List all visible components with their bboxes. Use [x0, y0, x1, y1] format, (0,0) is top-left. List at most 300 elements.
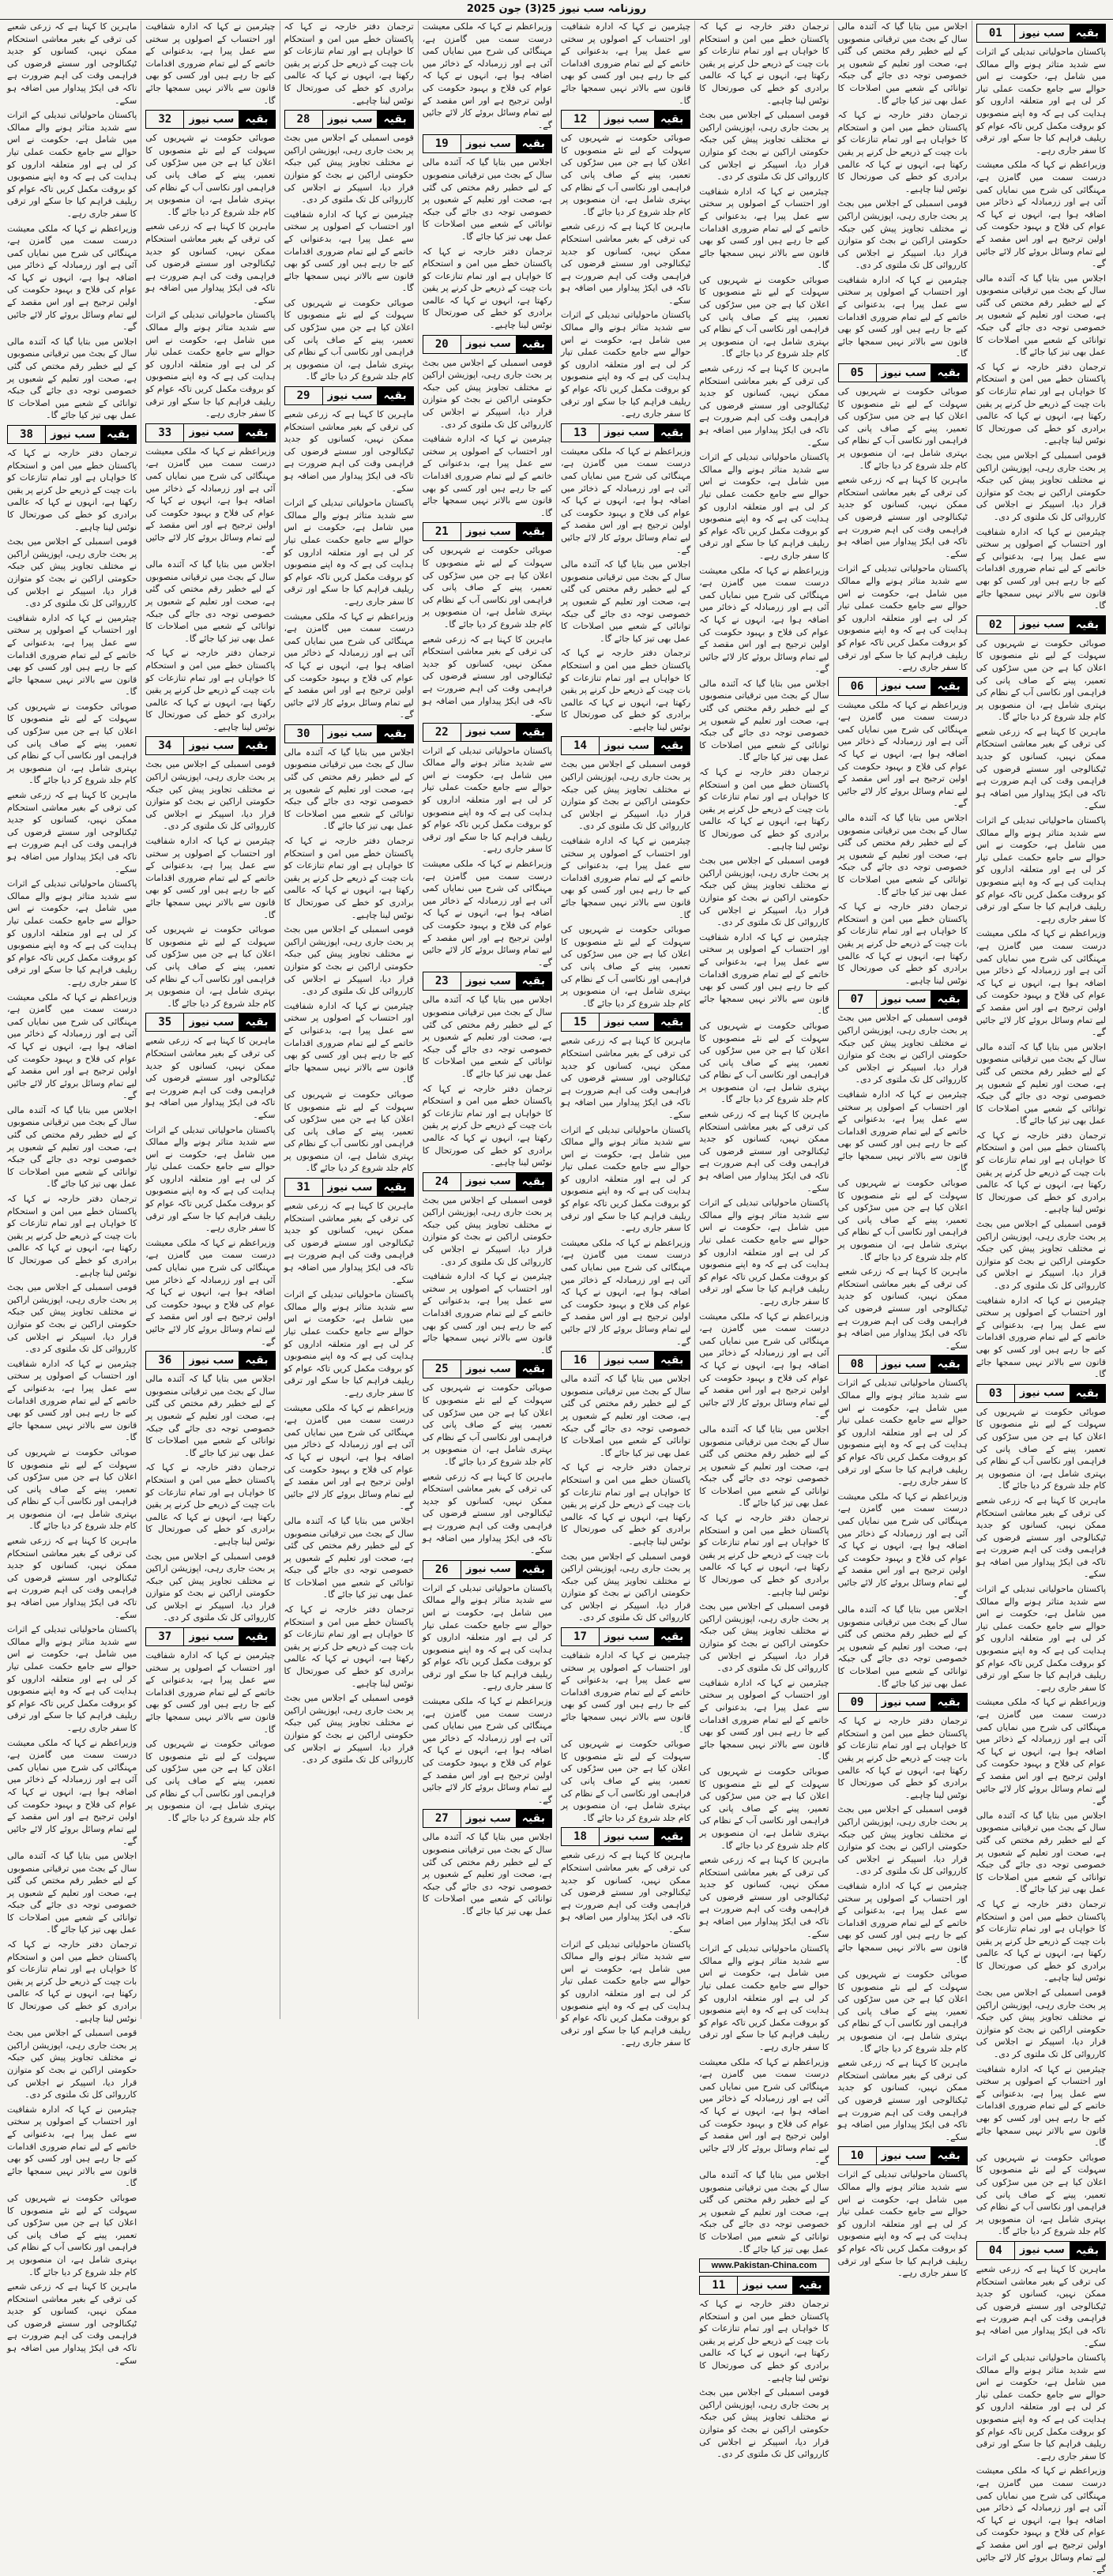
article-paragraph: اجلاس میں بتایا گیا کہ آئندہ مالی سال کے بجٹ میں ترقیاتی منصوبوں کے لیے خطیر رقم مختص کی گئی ہے، صحت اور تعلیم کے شعبوں پر خصوصی توجہ دی جائے گی جبکہ توانائی کے شعبے میں اصلاحات کا عمل بھی تیز کیا جائے گا۔ — [699, 678, 829, 763]
header-sub: سب نیوز — [327, 1181, 373, 1194]
header-sub: سب نیوز — [604, 1016, 649, 1029]
article-paragraph: ترجمان دفتر خارجہ نے کہا کہ پاکستان خطے میں امن و استحکام کا خواہاں ہے اور تمام تنازعات کو بات چیت کے ذریعے حل کرنے پر یقین رکھتا ہے، انہوں نے کہا کہ عالمی برادری کو خطے کی صورتحال کا نوٹس لینا چاہیے۔ — [837, 110, 968, 194]
article-paragraph: وزیراعظم نے کہا کہ ملکی معیشت درست سمت میں گامزن ہے، مہنگائی کی شرح میں نمایاں کمی آئی ہے اور زرمبادلہ کے ذخائر میں اضافہ ہوا ہے، انہوں نے کہا کہ عوام کی فلاح و بہبود حکومت کی اولین ترجیح ہے اور اس مقصد کے لیے تمام وسائل بروئے کار لائے جائیں گے۔ — [976, 160, 1106, 269]
header-number: 04 — [977, 2242, 1015, 2259]
article-paragraph: وزیراعظم نے کہا کہ ملکی معیشت درست سمت میں گامزن ہے، مہنگائی کی شرح میں نمایاں کمی آئی ہے اور زرمبادلہ کے ذخائر میں اضافہ ہوا ہے، انہوں نے کہا کہ عوام کی فلاح و بہبود حکومت کی اولین ترجیح ہے اور اس مقصد کے لیے تمام وسائل بروئے کار لائے جائیں گے۔ — [7, 223, 137, 333]
header-number: 20 — [423, 336, 461, 353]
article-paragraph: قومی اسمبلی کے اجلاس میں بجٹ پر بحث جاری رہی، اپوزیشن اراکین نے مختلف تجاویز پیش کیں جبکہ حکومتی اراکین نے بجٹ کو متوازن قرار دیا، اسپیکر نے اجلاس کی کارروائی کل تک ملتوی کر دی۔ — [422, 1194, 552, 1267]
article-paragraph: اجلاس میں بتایا گیا کہ آئندہ مالی سال کے بجٹ میں ترقیاتی منصوبوں کے لیے خطیر رقم مختص کی گئی ہے، صحت اور تعلیم کے شعبوں پر خصوصی توجہ دی جائے گی جبکہ توانائی کے شعبے میں اصلاحات کا عمل بھی تیز کیا جائے گا۔ — [422, 995, 552, 1079]
continuation-header — [838, 677, 968, 696]
newspaper-page — [3, 21, 1110, 2575]
article-paragraph: اجلاس میں بتایا گیا کہ آئندہ مالی سال کے بجٹ میں ترقیاتی منصوبوں کے لیے خطیر رقم مختص کی گئی ہے، صحت اور تعلیم کے شعبوں پر خصوصی توجہ دی جائے گی جبکہ توانائی کے شعبے میں اصلاحات کا عمل بھی تیز کیا جائے گا۔ — [837, 21, 968, 106]
header-label: بقیہ — [516, 1360, 551, 1378]
article-paragraph: وزیراعظم نے کہا کہ ملکی معیشت درست سمت میں گامزن ہے، مہنگائی کی شرح میں نمایاں کمی آئی ہے اور زرمبادلہ کے ذخائر میں اضافہ ہوا ہے، انہوں نے کہا کہ عوام کی فلاح و بہبود حکومت کی اولین ترجیح ہے اور اس مقصد کے لیے تمام وسائل بروئے کار لائے جائیں گے۔ — [699, 2056, 829, 2166]
article-paragraph: ماہرین کا کہنا ہے کہ زرعی شعبے کی ترقی کے بغیر معاشی استحکام ممکن نہیں، کسانوں کو جدید ٹیکنالوجی اور سستے قرضوں کی فراہمی وقت کی اہم ضرورت ہے تاکہ فی ایکڑ پیداوار میں اضافہ ہو سکے۔ — [837, 2058, 968, 2142]
header-number: 13 — [562, 424, 600, 442]
header-label: بقیہ — [931, 1694, 966, 1711]
article-paragraph: اجلاس میں بتایا گیا کہ آئندہ مالی سال کے بجٹ میں ترقیاتی منصوبوں کے لیے خطیر رقم مختص کی گئی ہے، صحت اور تعلیم کے شعبوں پر خصوصی توجہ دی جائے گی جبکہ توانائی کے شعبے میں اصلاحات کا عمل بھی تیز کیا جائے گا۔ — [284, 746, 414, 832]
article-paragraph: قومی اسمبلی کے اجلاس میں بجٹ پر بحث جاری رہی، اپوزیشن اراکین نے مختلف تجاویز پیش کیں جبکہ حکومتی اراکین نے بجٹ کو متوازن قرار دیا، اسپیکر نے اجلاس کی کارروائی کل تک ملتوی کر دی۔ — [976, 450, 1106, 522]
continuation-header — [284, 1178, 414, 1197]
article-paragraph: صوبائی حکومت نے شہریوں کی سہولت کے لیے نئے منصوبوں کا اعلان کیا ہے جن میں سڑکوں کی تعمیر، پینے کے صاف پانی کی فراہمی اور نکاسی آب کے نظام کی بہتری شامل ہے، ان منصوبوں پر کام جلد شروع کر دیا جائے گا۔ — [976, 1406, 1106, 1491]
article-paragraph: وزیراعظم نے کہا کہ ملکی معیشت درست سمت میں گامزن ہے، مہنگائی کی شرح میں نمایاں کمی آئی ہے اور زرمبادلہ کے ذخائر میں اضافہ ہوا ہے، انہوں نے کہا کہ عوام کی فلاح و بہبود حکومت کی اولین ترجیح ہے اور اس مقصد کے لیے تمام وسائل بروئے کار لائے جائیں گے۔ — [7, 991, 137, 1101]
article-paragraph: چیئرمین نے کہا کہ ادارہ شفافیت اور احتساب کے اصولوں پر سختی سے عمل پیرا ہے، بدعنوانی کے خاتمے کے لیے تمام ضروری اقدامات کیے جا رہے ہیں اور کسی کو بھی قانون سے بالاتر نہیں سمجھا جائے گا۔ — [837, 274, 968, 359]
article-paragraph: صوبائی حکومت نے شہریوں کی سہولت کے لیے نئے منصوبوں کا اعلان کیا ہے جن میں سڑکوں کی تعمیر، پینے کے صاف پانی کی فراہمی اور نکاسی آب کے نظام کی بہتری شامل ہے، ان منصوبوں پر کام جلد شروع کر دیا جائے گا۔ — [7, 1446, 137, 1532]
article-paragraph: وزیراعظم نے کہا کہ ملکی معیشت درست سمت میں گامزن ہے، مہنگائی کی شرح میں نمایاں کمی آئی ہے اور زرمبادلہ کے ذخائر میں اضافہ ہوا ہے، انہوں نے کہا کہ عوام کی فلاح و بہبود حکومت کی اولین ترجیح ہے اور اس مقصد کے لیے تمام وسائل بروئے کار لائے جائیں گے۔ — [7, 1737, 137, 1847]
article-paragraph: چیئرمین نے کہا کہ ادارہ شفافیت اور احتساب کے اصولوں پر سختی سے عمل پیرا ہے، بدعنوانی کے خاتمے کے لیے تمام ضروری اقدامات کیے جا رہے ہیں اور کسی کو بھی قانون سے بالاتر نہیں سمجھا جائے گا۔ — [145, 1650, 276, 1735]
article-paragraph: چیئرمین نے کہا کہ ادارہ شفافیت اور احتساب کے اصولوں پر سختی سے عمل پیرا ہے، بدعنوانی کے خاتمے کے لیے تمام ضروری اقدامات کیے جا رہے ہیں اور کسی کو بھی قانون سے بالاتر نہیں سمجھا جائے گا۔ — [699, 186, 829, 271]
header-sub: سب نیوز — [465, 525, 511, 538]
article-paragraph: ماہرین کا کہنا ہے کہ زرعی شعبے کی ترقی کے بغیر معاشی استحکام ممکن نہیں، کسانوں کو جدید ٹیکنالوجی اور سستے قرضوں کی فراہمی وقت کی اہم ضرورت ہے تاکہ فی ایکڑ پیداوار میں اضافہ ہو سکے۔ — [976, 1495, 1106, 1580]
header-label: بقیہ — [931, 991, 966, 1008]
header-number: 07 — [839, 991, 877, 1008]
header-label: بقیہ — [239, 424, 274, 442]
article-paragraph: اجلاس میں بتایا گیا کہ آئندہ مالی سال کے بجٹ میں ترقیاتی منصوبوں کے لیے خطیر رقم مختص کی گئی ہے، صحت اور تعلیم کے شعبوں پر خصوصی توجہ دی جائے گی جبکہ توانائی کے شعبے میں اصلاحات کا عمل بھی تیز کیا جائے گا۔ — [284, 1515, 414, 1600]
column-7 — [141, 21, 279, 2019]
article-paragraph: چیئرمین نے کہا کہ ادارہ شفافیت اور احتساب کے اصولوں پر سختی سے عمل پیرا ہے، بدعنوانی کے خاتمے کے لیے تمام ضروری اقدامات کیے جا رہے ہیں اور کسی کو بھی قانون سے بالاتر نہیں سمجھا جائے گا۔ — [422, 434, 552, 518]
header-number: 11 — [700, 2277, 738, 2294]
masthead: روزنامہ سب نیوز 25(3) جون 2025 — [0, 0, 1113, 20]
header-label: بقیہ — [654, 111, 690, 128]
header-number: 29 — [285, 387, 323, 404]
continuation-header — [561, 736, 690, 755]
article-paragraph: پاکستان ماحولیاتی تبدیلی کے اثرات سے شدید متاثر ہونے والے ممالک میں شامل ہے، حکومت نے اس حوالے سے جامع حکمت عملی تیار کر لی ہے اور متعلقہ اداروں کو ہدایت کی ہے کہ وہ اپنے منصوبوں کو بروقت مکمل کریں تاکہ عوام کو ریلیف فراہم کیا جا سکے اور ترقی کا سفر جاری رہے۔ — [837, 563, 968, 673]
header-sub: سب نیوز — [881, 993, 927, 1006]
header-number: 01 — [977, 24, 1015, 42]
header-label: بقیہ — [377, 725, 412, 743]
header-sub: سب نیوز — [327, 389, 373, 402]
header-sub: سب نیوز — [465, 975, 511, 987]
article-paragraph: چیئرمین نے کہا کہ ادارہ شفافیت اور احتساب کے اصولوں پر سختی سے عمل پیرا ہے، بدعنوانی کے خاتمے کے لیے تمام ضروری اقدامات کیے جا رہے ہیں اور کسی کو بھی قانون سے بالاتر نہیں سمجھا جائے گا۔ — [837, 1880, 968, 1965]
article-paragraph: قومی اسمبلی کے اجلاس میں بجٹ پر بحث جاری رہی، اپوزیشن اراکین نے مختلف تجاویز پیش کیں جبکہ حکومتی اراکین نے بجٹ کو متوازن قرار دیا، اسپیکر نے اجلاس کی کارروائی کل تک ملتوی کر دی۔ — [284, 1693, 414, 1766]
article-paragraph: وزیراعظم نے کہا کہ ملکی معیشت درست سمت میں گامزن ہے، مہنگائی کی شرح میں نمایاں کمی آئی ہے اور زرمبادلہ کے ذخائر میں اضافہ ہوا ہے، انہوں نے کہا کہ عوام کی فلاح و بہبود حکومت کی اولین ترجیح ہے اور اس مقصد کے لیے تمام وسائل بروئے کار لائے جائیں گے۔ — [422, 1696, 552, 1805]
header-label: بقیہ — [516, 135, 551, 152]
header-sub: سب نیوز — [465, 726, 511, 739]
article-paragraph: پاکستان ماحولیاتی تبدیلی کے اثرات سے شدید متاثر ہونے والے ممالک میں شامل ہے، حکومت نے اس حوالے سے جامع حکمت عملی تیار کر لی ہے اور متعلقہ اداروں کو ہدایت کی ہے کہ وہ اپنے منصوبوں کو بروقت مکمل کریں تاکہ عوام کو ریلیف فراہم کیا جا سکے اور ترقی کا سفر جاری رہے۔ — [837, 1378, 968, 1487]
continuation-header — [423, 134, 552, 153]
header-sub: سب نیوز — [604, 113, 649, 126]
header-number: 25 — [423, 1360, 461, 1378]
header-label: بقیہ — [100, 426, 136, 443]
article-paragraph: اجلاس میں بتایا گیا کہ آئندہ مالی سال کے بجٹ میں ترقیاتی منصوبوں کے لیے خطیر رقم مختص کی گئی ہے، صحت اور تعلیم کے شعبوں پر خصوصی توجہ دی جائے گی جبکہ توانائی کے شعبے میں اصلاحات کا عمل بھی تیز کیا جائے گا۔ — [7, 336, 137, 421]
header-sub: سب نیوز — [465, 338, 511, 351]
continuation-header — [699, 2276, 829, 2295]
continuation-header — [561, 1627, 690, 1646]
column-4 — [556, 21, 694, 2048]
header-number: 33 — [146, 424, 184, 442]
continuation-header — [423, 1359, 552, 1378]
header-label: بقیہ — [516, 336, 551, 353]
article-paragraph: صوبائی حکومت نے شہریوں کی سہولت کے لیے نئے منصوبوں کا اعلان کیا ہے جن میں سڑکوں کی تعمیر، پینے کے صاف پانی کی فراہمی اور نکاسی آب کے نظام کی بہتری شامل ہے، ان منصوبوں پر کام جلد شروع کر دیا جائے گا۔ — [7, 701, 137, 786]
header-number: 10 — [839, 2147, 877, 2164]
article-paragraph: صوبائی حکومت نے شہریوں کی سہولت کے لیے نئے منصوبوں کا اعلان کیا ہے جن میں سڑکوں کی تعمیر، پینے کے صاف پانی کی فراہمی اور نکاسی آب کے نظام کی بہتری شامل ہے، ان منصوبوں پر کام جلد شروع کر دیا جائے گا۔ — [145, 1739, 276, 1823]
header-sub: سب نیوز — [1019, 1387, 1065, 1400]
article-paragraph: چیئرمین نے کہا کہ ادارہ شفافیت اور احتساب کے اصولوں پر سختی سے عمل پیرا ہے، بدعنوانی کے خاتمے کے لیے تمام ضروری اقدامات کیے جا رہے ہیں اور کسی کو بھی قانون سے بالاتر نہیں سمجھا جائے گا۔ — [284, 1000, 414, 1085]
article-paragraph: صوبائی حکومت نے شہریوں کی سہولت کے لیے نئے منصوبوں کا اعلان کیا ہے جن میں سڑکوں کی تعمیر، پینے کے صاف پانی کی فراہمی اور نکاسی آب کے نظام کی بہتری شامل ہے، ان منصوبوں پر کام جلد شروع کر دیا جائے گا۔ — [699, 274, 829, 359]
article-paragraph: ترجمان دفتر خارجہ نے کہا کہ پاکستان خطے میں امن و استحکام کا خواہاں ہے اور تمام تنازعات کو بات چیت کے ذریعے حل کرنے پر یقین رکھتا ہے، انہوں نے کہا کہ عالمی برادری کو خطے کی صورتحال کا نوٹس لینا چاہیے۔ — [976, 1130, 1106, 1215]
header-number: 05 — [839, 364, 877, 382]
header-sub: سب نیوز — [465, 137, 511, 150]
header-number: 34 — [146, 737, 184, 754]
article-paragraph: ترجمان دفتر خارجہ نے کہا کہ پاکستان خطے میں امن و استحکام کا خواہاں ہے اور تمام تنازعات کو بات چیت کے ذریعے حل کرنے پر یقین رکھتا ہے، انہوں نے کہا کہ عالمی برادری کو خطے کی صورتحال کا نوٹس لینا چاہیے۔ — [284, 836, 414, 920]
article-paragraph: ماہرین کا کہنا ہے کہ زرعی شعبے کی ترقی کے بغیر معاشی استحکام ممکن نہیں، کسانوں کو جدید ٹیکنالوجی اور سستے قرضوں کی فراہمی وقت کی اہم ضرورت ہے تاکہ فی ایکڑ پیداوار میں اضافہ ہو سکے۔ — [837, 1266, 968, 1351]
article-paragraph: اجلاس میں بتایا گیا کہ آئندہ مالی سال کے بجٹ میں ترقیاتی منصوبوں کے لیے خطیر رقم مختص کی گئی ہے، صحت اور تعلیم کے شعبوں پر خصوصی توجہ دی جائے گی جبکہ توانائی کے شعبے میں اصلاحات کا عمل بھی تیز کیا جائے گا۔ — [976, 1810, 1106, 1895]
header-sub: سب نیوز — [881, 2149, 927, 2162]
article-paragraph: ماہرین کا کہنا ہے کہ زرعی شعبے کی ترقی کے بغیر معاشی استحکام ممکن نہیں، کسانوں کو جدید ٹیکنالوجی اور سستے قرضوں کی فراہمی وقت کی اہم ضرورت ہے تاکہ فی ایکڑ پیداوار میں اضافہ ہو سکے۔ — [699, 1109, 829, 1194]
article-paragraph: قومی اسمبلی کے اجلاس میں بجٹ پر بحث جاری رہی، اپوزیشن اراکین نے مختلف تجاویز پیش کیں جبکہ حکومتی اراکین نے بجٹ کو متوازن قرار دیا، اسپیکر نے اجلاس کی کارروائی کل تک ملتوی کر دی۔ — [284, 133, 414, 205]
article-paragraph: پاکستان ماحولیاتی تبدیلی کے اثرات سے شدید متاثر ہونے والے ممالک میں شامل ہے، حکومت نے اس حوالے سے جامع حکمت عملی تیار کر لی ہے اور متعلقہ اداروں کو ہدایت کی ہے کہ وہ اپنے منصوبوں کو بروقت مکمل کریں تاکہ عوام کو ریلیف فراہم کیا جا سکے اور ترقی کا سفر جاری رہے۔ — [561, 310, 691, 419]
continuation-header — [561, 423, 690, 442]
column-6 — [280, 21, 418, 2019]
article-paragraph: وزیراعظم نے کہا کہ ملکی معیشت درست سمت میں گامزن ہے، مہنگائی کی شرح میں نمایاں کمی آئی ہے اور زرمبادلہ کے ذخائر میں اضافہ ہوا ہے، انہوں نے کہا کہ عوام کی فلاح و بہبود حکومت کی اولین ترجیح ہے اور اس مقصد کے لیے تمام وسائل بروئے کار لائے جائیں گے۔ — [837, 699, 968, 809]
article-paragraph: قومی اسمبلی کے اجلاس میں بجٹ پر بحث جاری رہی، اپوزیشن اراکین نے مختلف تجاویز پیش کیں جبکہ حکومتی اراکین نے بجٹ کو متوازن قرار دیا، اسپیکر نے اجلاس کی کارروائی کل تک ملتوی کر دی۔ — [976, 1987, 1106, 2060]
article-paragraph: قومی اسمبلی کے اجلاس میں بجٹ پر بحث جاری رہی، اپوزیشن اراکین نے مختلف تجاویز پیش کیں جبکہ حکومتی اراکین نے بجٹ کو متوازن قرار دیا، اسپیکر نے اجلاس کی کارروائی کل تک ملتوی کر دی۔ — [7, 1282, 137, 1355]
article-paragraph: چیئرمین نے کہا کہ ادارہ شفافیت اور احتساب کے اصولوں پر سختی سے عمل پیرا ہے، بدعنوانی کے خاتمے کے لیے تمام ضروری اقدامات کیے جا رہے ہیں اور کسی کو بھی قانون سے بالاتر نہیں سمجھا جائے گا۔ — [284, 209, 414, 294]
header-sub: سب نیوز — [189, 1630, 235, 1643]
header-label: بقیہ — [931, 364, 966, 382]
header-label: بقیہ — [654, 424, 690, 442]
continuation-header — [284, 110, 414, 129]
article-paragraph: پاکستان ماحولیاتی تبدیلی کے اثرات سے شدید متاثر ہونے والے ممالک میں شامل ہے، حکومت نے اس حوالے سے جامع حکمت عملی تیار کر لی ہے اور متعلقہ اداروں کو ہدایت کی ہے کہ وہ اپنے منصوبوں کو بروقت مکمل کریں تاکہ عوام کو ریلیف فراہم کیا جا سکے اور ترقی کا سفر جاری رہے۔ — [7, 878, 137, 987]
article-paragraph: اجلاس میں بتایا گیا کہ آئندہ مالی سال کے بجٹ میں ترقیاتی منصوبوں کے لیے خطیر رقم مختص کی گئی ہے، صحت اور تعلیم کے شعبوں پر خصوصی توجہ دی جائے گی جبکہ توانائی کے شعبے میں اصلاحات کا عمل بھی تیز کیا جائے گا۔ — [145, 559, 276, 644]
article-paragraph: صوبائی حکومت نے شہریوں کی سہولت کے لیے نئے منصوبوں کا اعلان کیا ہے جن میں سڑکوں کی تعمیر، پینے کے صاف پانی کی فراہمی اور نکاسی آب کے نظام کی بہتری شامل ہے، ان منصوبوں پر کام جلد شروع کر دیا جائے گا۔ — [145, 133, 276, 217]
header-number: 31 — [285, 1179, 323, 1196]
header-number: 30 — [285, 725, 323, 743]
continuation-header — [838, 2146, 968, 2165]
article-paragraph: اجلاس میں بتایا گیا کہ آئندہ مالی سال کے بجٹ میں ترقیاتی منصوبوں کے لیے خطیر رقم مختص کی گئی ہے، صحت اور تعلیم کے شعبوں پر خصوصی توجہ دی جائے گی جبکہ توانائی کے شعبے میں اصلاحات کا عمل بھی تیز کیا جائے گا۔ — [7, 1850, 137, 1935]
article-paragraph: ماہرین کا کہنا ہے کہ زرعی شعبے کی ترقی کے بغیر معاشی استحکام ممکن نہیں، کسانوں کو جدید ٹیکنالوجی اور سستے قرضوں کی فراہمی وقت کی اہم ضرورت ہے تاکہ فی ایکڑ پیداوار میں اضافہ ہو سکے۔ — [7, 1536, 137, 1620]
continuation-header — [145, 1013, 275, 1032]
article-paragraph: ماہرین کا کہنا ہے کہ زرعی شعبے کی ترقی کے بغیر معاشی استحکام ممکن نہیں، کسانوں کو جدید ٹیکنالوجی اور سستے قرضوں کی فراہمی وقت کی اہم ضرورت ہے تاکہ فی ایکڑ پیداوار میں اضافہ ہو سکے۔ — [561, 221, 691, 306]
article-paragraph: چیئرمین نے کہا کہ ادارہ شفافیت اور احتساب کے اصولوں پر سختی سے عمل پیرا ہے، بدعنوانی کے خاتمے کے لیے تمام ضروری اقدامات کیے جا رہے ہیں اور کسی کو بھی قانون سے بالاتر نہیں سمجھا جائے گا۔ — [7, 612, 137, 698]
header-label: بقیہ — [1070, 2242, 1105, 2259]
article-paragraph: اجلاس میں بتایا گیا کہ آئندہ مالی سال کے بجٹ میں ترقیاتی منصوبوں کے لیے خطیر رقم مختص کی گئی ہے، صحت اور تعلیم کے شعبوں پر خصوصی توجہ دی جائے گی جبکہ توانائی کے شعبے میں اصلاحات کا عمل بھی تیز کیا جائے گا۔ — [699, 1423, 829, 1509]
article-paragraph: اجلاس میں بتایا گیا کہ آئندہ مالی سال کے بجٹ میں ترقیاتی منصوبوں کے لیے خطیر رقم مختص کی گئی ہے، صحت اور تعلیم کے شعبوں پر خصوصی توجہ دی جائے گی جبکہ توانائی کے شعبے میں اصلاحات کا عمل بھی تیز کیا جائے گا۔ — [976, 273, 1106, 358]
header-number: 36 — [146, 1352, 184, 1369]
article-paragraph: اجلاس میں بتایا گیا کہ آئندہ مالی سال کے بجٹ میں ترقیاتی منصوبوں کے لیے خطیر رقم مختص کی گئی ہے، صحت اور تعلیم کے شعبوں پر خصوصی توجہ دی جائے گی جبکہ توانائی کے شعبے میں اصلاحات کا عمل بھی تیز کیا جائے گا۔ — [561, 1374, 691, 1458]
header-number: 37 — [146, 1628, 184, 1645]
header-number: 02 — [977, 616, 1015, 634]
article-paragraph: صوبائی حکومت نے شہریوں کی سہولت کے لیے نئے منصوبوں کا اعلان کیا ہے جن میں سڑکوں کی تعمیر، پینے کے صاف پانی کی فراہمی اور نکاسی آب کے نظام کی بہتری شامل ہے، ان منصوبوں پر کام جلد شروع کر دیا جائے گا۔ — [837, 1969, 968, 2054]
header-sub: سب نیوز — [881, 1358, 927, 1371]
column-2 — [833, 21, 972, 2279]
article-paragraph: وزیراعظم نے کہا کہ ملکی معیشت درست سمت میں گامزن ہے، مہنگائی کی شرح میں نمایاں کمی آئی ہے اور زرمبادلہ کے ذخائر میں اضافہ ہوا ہے، انہوں نے کہا کہ عوام کی فلاح و بہبود حکومت کی اولین ترجیح ہے اور اس مقصد کے لیے تمام وسائل بروئے کار لائے جائیں گے۔ — [976, 928, 1106, 1038]
header-number: 22 — [423, 724, 461, 741]
header-label: بقیہ — [377, 387, 412, 404]
header-sub: سب نیوز — [327, 728, 373, 740]
continuation-header — [145, 1351, 275, 1370]
article-paragraph: ترجمان دفتر خارجہ نے کہا کہ پاکستان خطے میں امن و استحکام کا خواہاں ہے اور تمام تنازعات کو بات چیت کے ذریعے حل کرنے پر یقین رکھتا ہے، انہوں نے کہا کہ عالمی برادری کو خطے کی صورتحال کا نوٹس لینا چاہیے۔ — [145, 1462, 276, 1547]
header-sub: سب نیوز — [1019, 27, 1065, 39]
header-number: 26 — [423, 1561, 461, 1578]
article-paragraph: صوبائی حکومت نے شہریوں کی سہولت کے لیے نئے منصوبوں کا اعلان کیا ہے جن میں سڑکوں کی تعمیر، پینے کے صاف پانی کی فراہمی اور نکاسی آب کے نظام کی بہتری شامل ہے، ان منصوبوں پر کام جلد شروع کر دیا جائے گا۔ — [699, 1020, 829, 1105]
article-paragraph: قومی اسمبلی کے اجلاس میں بجٹ پر بحث جاری رہی، اپوزیشن اراکین نے مختلف تجاویز پیش کیں جبکہ حکومتی اراکین نے بجٹ کو متوازن قرار دیا، اسپیکر نے اجلاس کی کارروائی کل تک ملتوی کر دی۔ — [561, 1551, 691, 1623]
article-paragraph: قومی اسمبلی کے اجلاس میں بجٹ پر بحث جاری رہی، اپوزیشن اراکین نے مختلف تجاویز پیش کیں جبکہ حکومتی اراکین نے بجٹ کو متوازن قرار دیا، اسپیکر نے اجلاس کی کارروائی کل تک ملتوی کر دی۔ — [699, 856, 829, 928]
article-paragraph: ترجمان دفتر خارجہ نے کہا کہ پاکستان خطے میں امن و استحکام کا خواہاں ہے اور تمام تنازعات کو بات چیت کے ذریعے حل کرنے پر یقین رکھتا ہے، انہوں نے کہا کہ عالمی برادری کو خطے کی صورتحال کا نوٹس لینا چاہیے۔ — [699, 2299, 829, 2383]
header-label: بقیہ — [654, 1013, 690, 1031]
article-paragraph: ماہرین کا کہنا ہے کہ زرعی شعبے کی ترقی کے بغیر معاشی استحکام ممکن نہیں، کسانوں کو جدید ٹیکنالوجی اور سستے قرضوں کی فراہمی وقت کی اہم ضرورت ہے تاکہ فی ایکڑ پیداوار میں اضافہ ہو سکے۔ — [699, 363, 829, 448]
header-sub: سب نیوز — [881, 1696, 927, 1709]
article-paragraph: ترجمان دفتر خارجہ نے کہا کہ پاکستان خطے میں امن و استحکام کا خواہاں ہے اور تمام تنازعات کو بات چیت کے ذریعے حل کرنے پر یقین رکھتا ہے، انہوں نے کہا کہ عالمی برادری کو خطے کی صورتحال کا نوٹس لینا چاہیے۔ — [422, 1083, 552, 1168]
header-number: 28 — [285, 111, 323, 128]
header-number: 19 — [423, 135, 461, 152]
article-paragraph: پاکستان ماحولیاتی تبدیلی کے اثرات سے شدید متاثر ہونے والے ممالک میں شامل ہے، حکومت نے اس حوالے سے جامع حکمت عملی تیار کر لی ہے اور متعلقہ اداروں کو ہدایت کی ہے کہ وہ اپنے منصوبوں کو بروقت مکمل کریں تاکہ عوام کو ریلیف فراہم کیا جا سکے اور ترقی کا سفر جاری رہے۔ — [284, 498, 414, 607]
header-number: 09 — [839, 1694, 877, 1711]
continuation-header — [423, 972, 552, 991]
continuation-header — [561, 1827, 690, 1846]
article-paragraph: صوبائی حکومت نے شہریوں کی سہولت کے لیے نئے منصوبوں کا اعلان کیا ہے جن میں سڑکوں کی تعمیر، پینے کے صاف پانی کی فراہمی اور نکاسی آب کے نظام کی بہتری شامل ہے، ان منصوبوں پر کام جلد شروع کر دیا جائے گا۔ — [561, 924, 691, 1009]
header-label: بقیہ — [931, 2147, 966, 2164]
article-paragraph: وزیراعظم نے کہا کہ ملکی معیشت درست سمت میں گامزن ہے، مہنگائی کی شرح میں نمایاں کمی آئی ہے اور زرمبادلہ کے ذخائر میں اضافہ ہوا ہے، انہوں نے کہا کہ عوام کی فلاح و بہبود حکومت کی اولین ترجیح ہے اور اس مقصد کے لیے تمام وسائل بروئے کار لائے جائیں گے۔ — [699, 1311, 829, 1420]
article-paragraph: ترجمان دفتر خارجہ نے کہا کہ پاکستان خطے میں امن و استحکام کا خواہاں ہے اور تمام تنازعات کو بات چیت کے ذریعے حل کرنے پر یقین رکھتا ہے، انہوں نے کہا کہ عالمی برادری کو خطے کی صورتحال کا نوٹس لینا چاہیے۔ — [699, 767, 829, 852]
article-paragraph: صوبائی حکومت نے شہریوں کی سہولت کے لیے نئے منصوبوں کا اعلان کیا ہے جن میں سڑکوں کی تعمیر، پینے کے صاف پانی کی فراہمی اور نکاسی آب کے نظام کی بہتری شامل ہے، ان منصوبوں پر کام جلد شروع کر دیا جائے گا۔ — [7, 2192, 137, 2277]
continuation-header — [838, 1693, 968, 1712]
article-paragraph: پاکستان ماحولیاتی تبدیلی کے اثرات سے شدید متاثر ہونے والے ممالک میں شامل ہے، حکومت نے اس حوالے سے جامع حکمت عملی تیار کر لی ہے اور متعلقہ اداروں کو ہدایت کی ہے کہ وہ اپنے منصوبوں کو بروقت مکمل کریں تاکہ عوام کو ریلیف فراہم کیا جا سکے اور ترقی کا سفر جاری رہے۔ — [7, 1624, 137, 1733]
article-paragraph: اجلاس میں بتایا گیا کہ آئندہ مالی سال کے بجٹ میں ترقیاتی منصوبوں کے لیے خطیر رقم مختص کی گئی ہے، صحت اور تعلیم کے شعبوں پر خصوصی توجہ دی جائے گی جبکہ توانائی کے شعبے میں اصلاحات کا عمل بھی تیز کیا جائے گا۔ — [837, 1604, 968, 1689]
article-paragraph: ماہرین کا کہنا ہے کہ زرعی شعبے کی ترقی کے بغیر معاشی استحکام ممکن نہیں، کسانوں کو جدید ٹیکنالوجی اور سستے قرضوں کی فراہمی وقت کی اہم ضرورت ہے تاکہ فی ایکڑ پیداوار میں اضافہ ہو سکے۔ — [422, 1471, 552, 1556]
article-paragraph: صوبائی حکومت نے شہریوں کی سہولت کے لیے نئے منصوبوں کا اعلان کیا ہے جن میں سڑکوں کی تعمیر، پینے کے صاف پانی کی فراہمی اور نکاسی آب کے نظام کی بہتری شامل ہے، ان منصوبوں پر کام جلد شروع کر دیا جائے گا۔ — [422, 1382, 552, 1467]
header-number: 06 — [839, 678, 877, 695]
article-paragraph: وزیراعظم نے کہا کہ ملکی معیشت درست سمت میں گامزن ہے، مہنگائی کی شرح میں نمایاں کمی آئی ہے اور زرمبادلہ کے ذخائر میں اضافہ ہوا ہے، انہوں نے کہا کہ عوام کی فلاح و بہبود حکومت کی اولین ترجیح ہے اور اس مقصد کے لیے تمام وسائل بروئے کار لائے جائیں گے۔ — [422, 859, 552, 968]
article-paragraph: قومی اسمبلی کے اجلاس میں بجٹ پر بحث جاری رہی، اپوزیشن اراکین نے مختلف تجاویز پیش کیں جبکہ حکومتی اراکین نے بجٹ کو متوازن قرار دیا، اسپیکر نے اجلاس کی کارروائی کل تک ملتوی کر دی۔ — [422, 357, 552, 430]
header-number: 35 — [146, 1013, 184, 1031]
article-paragraph: اجلاس میں بتایا گیا کہ آئندہ مالی سال کے بجٹ میں ترقیاتی منصوبوں کے لیے خطیر رقم مختص کی گئی ہے، صحت اور تعلیم کے شعبوں پر خصوصی توجہ دی جائے گی جبکہ توانائی کے شعبے میں اصلاحات کا عمل بھی تیز کیا جائے گا۔ — [422, 157, 552, 242]
article-paragraph: اجلاس میں بتایا گیا کہ آئندہ مالی سال کے بجٹ میں ترقیاتی منصوبوں کے لیے خطیر رقم مختص کی گئی ہے، صحت اور تعلیم کے شعبوں پر خصوصی توجہ دی جائے گی جبکہ توانائی کے شعبے میں اصلاحات کا عمل بھی تیز کیا جائے گا۔ — [7, 1104, 137, 1190]
header-label: بقیہ — [239, 1628, 274, 1645]
header-label: بقیہ — [377, 111, 412, 128]
article-paragraph: قومی اسمبلی کے اجلاس میں بجٹ پر بحث جاری رہی، اپوزیشن اراکین نے مختلف تجاویز پیش کیں جبکہ حکومتی اراکین نے بجٹ کو متوازن قرار دیا، اسپیکر نے اجلاس کی کارروائی کل تک ملتوی کر دی۔ — [837, 1804, 968, 1877]
header-label: بقیہ — [654, 737, 690, 754]
article-paragraph: اجلاس میں بتایا گیا کہ آئندہ مالی سال کے بجٹ میں ترقیاتی منصوبوں کے لیے خطیر رقم مختص کی گئی ہے، صحت اور تعلیم کے شعبوں پر خصوصی توجہ دی جائے گی جبکہ توانائی کے شعبے میں اصلاحات کا عمل بھی تیز کیا جائے گا۔ — [561, 559, 691, 644]
header-number: 03 — [977, 1385, 1015, 1402]
continuation-header — [423, 1560, 552, 1579]
continuation-header — [284, 724, 414, 743]
article-paragraph: پاکستان ماحولیاتی تبدیلی کے اثرات سے شدید متاثر ہونے والے ممالک میں شامل ہے، حکومت نے اس حوالے سے جامع حکمت عملی تیار کر لی ہے اور متعلقہ اداروں کو ہدایت کی ہے کہ وہ اپنے منصوبوں کو بروقت مکمل کریں تاکہ عوام کو ریلیف فراہم کیا جا سکے اور ترقی کا سفر جاری رہے۔ — [561, 1124, 691, 1234]
column-1 — [972, 21, 1110, 2575]
article-paragraph: ترجمان دفتر خارجہ نے کہا کہ پاکستان خطے میں امن و استحکام کا خواہاں ہے اور تمام تنازعات کو بات چیت کے ذریعے حل کرنے پر یقین رکھتا ہے، انہوں نے کہا کہ عالمی برادری کو خطے کی صورتحال کا نوٹس لینا چاہیے۔ — [422, 246, 552, 331]
header-number: 15 — [562, 1013, 600, 1031]
header-label: بقیہ — [931, 1356, 966, 1373]
header-number: 16 — [562, 1352, 600, 1369]
article-paragraph: چیئرمین نے کہا کہ ادارہ شفافیت اور احتساب کے اصولوں پر سختی سے عمل پیرا ہے، بدعنوانی کے خاتمے کے لیے تمام ضروری اقدامات کیے جا رہے ہیں اور کسی کو بھی قانون سے بالاتر نہیں سمجھا جائے گا۔ — [699, 1677, 829, 1762]
article-paragraph: وزیراعظم نے کہا کہ ملکی معیشت درست سمت میں گامزن ہے، مہنگائی کی شرح میں نمایاں کمی آئی ہے اور زرمبادلہ کے ذخائر میں اضافہ ہوا ہے، انہوں نے کہا کہ عوام کی فلاح و بہبود حکومت کی اولین ترجیح ہے اور اس مقصد کے لیے تمام وسائل بروئے کار لائے جائیں گے۔ — [284, 1402, 414, 1512]
article-paragraph: ترجمان دفتر خارجہ نے کہا کہ پاکستان خطے میں امن و استحکام کا خواہاں ہے اور تمام تنازعات کو بات چیت کے ذریعے حل کرنے پر یقین رکھتا ہے، انہوں نے کہا کہ عالمی برادری کو خطے کی صورتحال کا نوٹس لینا چاہیے۔ — [699, 1513, 829, 1597]
header-label: بقیہ — [654, 1828, 690, 1845]
article-paragraph: ترجمان دفتر خارجہ نے کہا کہ پاکستان خطے میں امن و استحکام کا خواہاں ہے اور تمام تنازعات کو بات چیت کے ذریعے حل کرنے پر یقین رکھتا ہے، انہوں نے کہا کہ عالمی برادری کو خطے کی صورتحال کا نوٹس لینا چاہیے۔ — [560, 1462, 691, 1547]
article-paragraph: چیئرمین نے کہا کہ ادارہ شفافیت اور احتساب کے اصولوں پر سختی سے عمل پیرا ہے، بدعنوانی کے خاتمے کے لیے تمام ضروری اقدامات کیے جا رہے ہیں اور کسی کو بھی قانون سے بالاتر نہیں سمجھا جائے گا۔ — [561, 836, 691, 920]
article-paragraph: ترجمان دفتر خارجہ نے کہا کہ پاکستان خطے میں امن و استحکام کا خواہاں ہے اور تمام تنازعات کو بات چیت کے ذریعے حل کرنے پر یقین رکھتا ہے، انہوں نے کہا کہ عالمی برادری کو خطے کی صورتحال کا نوٹس لینا چاہیے۔ — [837, 1716, 968, 1800]
header-number: 27 — [423, 1810, 461, 1827]
article-paragraph: اجلاس میں بتایا گیا کہ آئندہ مالی سال کے بجٹ میں ترقیاتی منصوبوں کے لیے خطیر رقم مختص کی گئی ہے، صحت اور تعلیم کے شعبوں پر خصوصی توجہ دی جائے گی جبکہ توانائی کے شعبے میں اصلاحات کا عمل بھی تیز کیا جائے گا۔ — [422, 1832, 552, 1916]
continuation-header — [561, 1013, 690, 1032]
header-number: 14 — [562, 737, 600, 754]
article-paragraph: وزیراعظم نے کہا کہ ملکی معیشت درست سمت میں گامزن ہے، مہنگائی کی شرح میں نمایاں کمی آئی ہے اور زرمبادلہ کے ذخائر میں اضافہ ہوا ہے، انہوں نے کہا کہ عوام کی فلاح و بہبود حکومت کی اولین ترجیح ہے اور اس مقصد کے لیے تمام وسائل بروئے کار لائے جائیں گے۔ — [145, 446, 276, 555]
continuation-header — [838, 990, 968, 1009]
article-paragraph: وزیراعظم نے کہا کہ ملکی معیشت درست سمت میں گامزن ہے، مہنگائی کی شرح میں نمایاں کمی آئی ہے اور زرمبادلہ کے ذخائر میں اضافہ ہوا ہے، انہوں نے کہا کہ عوام کی فلاح و بہبود حکومت کی اولین ترجیح ہے اور اس مقصد کے لیے تمام وسائل بروئے کار لائے جائیں گے۔ — [976, 2465, 1106, 2575]
header-label: بقیہ — [516, 1810, 551, 1827]
article-paragraph: ماہرین کا کہنا ہے کہ زرعی شعبے کی ترقی کے بغیر معاشی استحکام ممکن نہیں، کسانوں کو جدید ٹیکنالوجی اور سستے قرضوں کی فراہمی وقت کی اہم ضرورت ہے تاکہ فی ایکڑ پیداوار میں اضافہ ہو سکے۔ — [422, 634, 552, 719]
article-paragraph: ماہرین کا کہنا ہے کہ زرعی شعبے کی ترقی کے بغیر معاشی استحکام ممکن نہیں، کسانوں کو جدید ٹیکنالوجی اور سستے قرضوں کی فراہمی وقت کی اہم ضرورت ہے تاکہ فی ایکڑ پیداوار میں اضافہ ہو سکے۔ — [7, 21, 137, 106]
article-paragraph: قومی اسمبلی کے اجلاس میں بجٹ پر بحث جاری رہی، اپوزیشن اراکین نے مختلف تجاویز پیش کیں جبکہ حکومتی اراکین نے بجٹ کو متوازن قرار دیا، اسپیکر نے اجلاس کی کارروائی کل تک ملتوی کر دی۔ — [837, 1013, 968, 1085]
article-paragraph: ترجمان دفتر خارجہ نے کہا کہ پاکستان خطے میں امن و استحکام کا خواہاں ہے اور تمام تنازعات کو بات چیت کے ذریعے حل کرنے پر یقین رکھتا ہے، انہوں نے کہا کہ عالمی برادری کو خطے کی صورتحال کا نوٹس لینا چاہیے۔ — [284, 1604, 414, 1689]
article-paragraph: اجلاس میں بتایا گیا کہ آئندہ مالی سال کے بجٹ میں ترقیاتی منصوبوں کے لیے خطیر رقم مختص کی گئی ہے، صحت اور تعلیم کے شعبوں پر خصوصی توجہ دی جائے گی جبکہ توانائی کے شعبے میں اصلاحات کا عمل بھی تیز کیا جائے گا۔ — [145, 1374, 276, 1458]
header-sub: سب نیوز — [604, 1354, 649, 1367]
article-paragraph: ماہرین کا کہنا ہے کہ زرعی شعبے کی ترقی کے بغیر معاشی استحکام ممکن نہیں، کسانوں کو جدید ٹیکنالوجی اور سستے قرضوں کی فراہمی وقت کی اہم ضرورت ہے تاکہ فی ایکڑ پیداوار میں اضافہ ہو سکے۔ — [561, 1850, 691, 1935]
column-5 — [418, 21, 556, 2019]
article-paragraph: چیئرمین نے کہا کہ ادارہ شفافیت اور احتساب کے اصولوں پر سختی سے عمل پیرا ہے، بدعنوانی کے خاتمے کے لیے تمام ضروری اقدامات کیے جا رہے ہیں اور کسی کو بھی قانون سے بالاتر نہیں سمجھا جائے گا۔ — [7, 1358, 137, 1443]
article-paragraph: قومی اسمبلی کے اجلاس میں بجٹ پر بحث جاری رہی، اپوزیشن اراکین نے مختلف تجاویز پیش کیں جبکہ حکومتی اراکین نے بجٹ کو متوازن قرار دیا، اسپیکر نے اجلاس کی کارروائی کل تک ملتوی کر دی۔ — [561, 759, 691, 832]
header-sub: سب نیوز — [465, 1563, 511, 1576]
header-sub: سب نیوز — [189, 427, 235, 439]
article-paragraph: چیئرمین نے کہا کہ ادارہ شفافیت اور احتساب کے اصولوں پر سختی سے عمل پیرا ہے، بدعنوانی کے خاتمے کے لیے تمام ضروری اقدامات کیے جا رہے ہیں اور کسی کو بھی قانون سے بالاتر نہیں سمجھا جائے گا۔ — [976, 1295, 1106, 1380]
header-label: بقیہ — [1070, 616, 1105, 634]
article-paragraph: چیئرمین نے کہا کہ ادارہ شفافیت اور احتساب کے اصولوں پر سختی سے عمل پیرا ہے، بدعنوانی کے خاتمے کے لیے تمام ضروری اقدامات کیے جا رہے ہیں اور کسی کو بھی قانون سے بالاتر نہیں سمجھا جائے گا۔ — [145, 21, 276, 106]
header-sub: سب نیوز — [189, 739, 235, 752]
header-sub: سب نیوز — [51, 428, 96, 441]
continuation-header — [145, 110, 275, 129]
article-paragraph: پاکستان ماحولیاتی تبدیلی کے اثرات سے شدید متاثر ہونے والے ممالک میں شامل ہے، حکومت نے اس حوالے سے جامع حکمت عملی تیار کر لی ہے اور متعلقہ اداروں کو ہدایت کی ہے کہ وہ اپنے منصوبوں کو بروقت مکمل کریں تاکہ عوام کو ریلیف فراہم کیا جا سکے اور ترقی کا سفر جاری رہے۔ — [422, 1582, 552, 1692]
article-paragraph: پاکستان ماحولیاتی تبدیلی کے اثرات سے شدید متاثر ہونے والے ممالک میں شامل ہے، حکومت نے اس حوالے سے جامع حکمت عملی تیار کر لی ہے اور متعلقہ اداروں کو ہدایت کی ہے کہ وہ اپنے منصوبوں کو بروقت مکمل کریں تاکہ عوام کو ریلیف فراہم کیا جا سکے اور ترقی کا سفر جاری رہے۔ — [561, 1939, 691, 2048]
header-sub: سب نیوز — [604, 427, 649, 439]
continuation-header — [423, 1809, 552, 1828]
header-number: 32 — [146, 111, 184, 128]
header-number: 23 — [423, 972, 461, 990]
header-sub: سب نیوز — [189, 113, 235, 126]
article-paragraph: ترجمان دفتر خارجہ نے کہا کہ پاکستان خطے میں امن و استحکام کا خواہاں ہے اور تمام تنازعات کو بات چیت کے ذریعے حل کرنے پر یقین رکھتا ہے، انہوں نے کہا کہ عالمی برادری کو خطے کی صورتحال کا نوٹس لینا چاہیے۔ — [560, 648, 691, 732]
article-paragraph: پاکستان ماحولیاتی تبدیلی کے اثرات سے شدید متاثر ہونے والے ممالک میں شامل ہے، حکومت نے اس حوالے سے جامع حکمت عملی تیار کر لی ہے اور متعلقہ اداروں کو ہدایت کی ہے کہ وہ اپنے منصوبوں کو بروقت مکمل کریں تاکہ عوام کو ریلیف فراہم کیا جا سکے اور ترقی کا سفر جاری رہے۔ — [284, 1289, 414, 1398]
article-paragraph: قومی اسمبلی کے اجلاس میں بجٹ پر بحث جاری رہی، اپوزیشن اراکین نے مختلف تجاویز پیش کیں جبکہ حکومتی اراکین نے بجٹ کو متوازن قرار دیا، اسپیکر نے اجلاس کی کارروائی کل تک ملتوی کر دی۔ — [699, 110, 829, 182]
article-paragraph: ماہرین کا کہنا ہے کہ زرعی شعبے کی ترقی کے بغیر معاشی استحکام ممکن نہیں، کسانوں کو جدید ٹیکنالوجی اور سستے قرضوں کی فراہمی وقت کی اہم ضرورت ہے تاکہ فی ایکڑ پیداوار میں اضافہ ہو سکے۔ — [561, 1036, 691, 1120]
header-sub: سب نیوز — [881, 367, 927, 379]
article-paragraph: قومی اسمبلی کے اجلاس میں بجٹ پر بحث جاری رہی، اپوزیشن اراکین نے مختلف تجاویز پیش کیں جبکہ حکومتی اراکین نے بجٹ کو متوازن قرار دیا، اسپیکر نے اجلاس کی کارروائی کل تک ملتوی کر دی۔ — [7, 2028, 137, 2100]
header-label: بقیہ — [239, 1352, 274, 1369]
header-label: بقیہ — [931, 678, 966, 695]
article-paragraph: صوبائی حکومت نے شہریوں کی سہولت کے لیے نئے منصوبوں کا اعلان کیا ہے جن میں سڑکوں کی تعمیر، پینے کے صاف پانی کی فراہمی اور نکاسی آب کے نظام کی بہتری شامل ہے، ان منصوبوں پر کام جلد شروع کر دیا جائے گا۔ — [145, 924, 276, 1009]
header-label: بقیہ — [516, 972, 551, 990]
article-paragraph: چیئرمین نے کہا کہ ادارہ شفافیت اور احتساب کے اصولوں پر سختی سے عمل پیرا ہے، بدعنوانی کے خاتمے کے لیے تمام ضروری اقدامات کیے جا رہے ہیں اور کسی کو بھی قانون سے بالاتر نہیں سمجھا جائے گا۔ — [145, 836, 276, 920]
article-paragraph: ترجمان دفتر خارجہ نے کہا کہ پاکستان خطے میں امن و استحکام کا خواہاں ہے اور تمام تنازعات کو بات چیت کے ذریعے حل کرنے پر یقین رکھتا ہے، انہوں نے کہا کہ عالمی برادری کو خطے کی صورتحال کا نوٹس لینا چاہیے۔ — [699, 21, 829, 106]
header-sub: سب نیوز — [465, 1175, 511, 1188]
article-paragraph: قومی اسمبلی کے اجلاس میں بجٹ پر بحث جاری رہی، اپوزیشن اراکین نے مختلف تجاویز پیش کیں جبکہ حکومتی اراکین نے بجٹ کو متوازن قرار دیا، اسپیکر نے اجلاس کی کارروائی کل تک ملتوی کر دی۔ — [7, 536, 137, 609]
article-paragraph: چیئرمین نے کہا کہ ادارہ شفافیت اور احتساب کے اصولوں پر سختی سے عمل پیرا ہے، بدعنوانی کے خاتمے کے لیے تمام ضروری اقدامات کیے جا رہے ہیں اور کسی کو بھی قانون سے بالاتر نہیں سمجھا جائے گا۔ — [976, 2063, 1106, 2149]
header-label: بقیہ — [239, 1013, 274, 1031]
header-sub: سب نیوز — [1019, 619, 1065, 631]
continuation-header — [976, 615, 1106, 634]
article-paragraph: صوبائی حکومت نے شہریوں کی سہولت کے لیے نئے منصوبوں کا اعلان کیا ہے جن میں سڑکوں کی تعمیر، پینے کے صاف پانی کی فراہمی اور نکاسی آب کے نظام کی بہتری شامل ہے، ان منصوبوں پر کام جلد شروع کر دیا جائے گا۔ — [422, 545, 552, 630]
article-paragraph: پاکستان ماحولیاتی تبدیلی کے اثرات سے شدید متاثر ہونے والے ممالک میں شامل ہے، حکومت نے اس حوالے سے جامع حکمت عملی تیار کر لی ہے اور متعلقہ اداروں کو ہدایت کی ہے کہ وہ اپنے منصوبوں کو بروقت مکمل کریں تاکہ عوام کو ریلیف فراہم کیا جا سکے اور ترقی کا سفر جاری رہے۔ — [422, 745, 552, 855]
website-link[interactable]: www.Pakistan-China.com — [699, 2258, 829, 2273]
article-paragraph: پاکستان ماحولیاتی تبدیلی کے اثرات سے شدید متاثر ہونے والے ممالک میں شامل ہے، حکومت نے اس حوالے سے جامع حکمت عملی تیار کر لی ہے اور متعلقہ اداروں کو ہدایت کی ہے کہ وہ اپنے منصوبوں کو بروقت مکمل کریں تاکہ عوام کو ریلیف فراہم کیا جا سکے اور ترقی کا سفر جاری رہے۔ — [7, 110, 137, 219]
article-paragraph: پاکستان ماحولیاتی تبدیلی کے اثرات سے شدید متاثر ہونے والے ممالک میں شامل ہے، حکومت نے اس حوالے سے جامع حکمت عملی تیار کر لی ہے اور متعلقہ اداروں کو ہدایت کی ہے کہ وہ اپنے منصوبوں کو بروقت مکمل کریں تاکہ عوام کو ریلیف فراہم کیا جا سکے اور ترقی کا سفر جاری رہے۔ — [837, 2169, 968, 2279]
article-paragraph: قومی اسمبلی کے اجلاس میں بجٹ پر بحث جاری رہی، اپوزیشن اراکین نے مختلف تجاویز پیش کیں جبکہ حکومتی اراکین نے بجٹ کو متوازن قرار دیا، اسپیکر نے اجلاس کی کارروائی کل تک ملتوی کر دی۔ — [699, 1601, 829, 1674]
continuation-header — [976, 24, 1106, 43]
article-paragraph: اجلاس میں بتایا گیا کہ آئندہ مالی سال کے بجٹ میں ترقیاتی منصوبوں کے لیے خطیر رقم مختص کی گئی ہے، صحت اور تعلیم کے شعبوں پر خصوصی توجہ دی جائے گی جبکہ توانائی کے شعبے میں اصلاحات کا عمل بھی تیز کیا جائے گا۔ — [699, 2169, 829, 2254]
article-paragraph: صوبائی حکومت نے شہریوں کی سہولت کے لیے نئے منصوبوں کا اعلان کیا ہے جن میں سڑکوں کی تعمیر، پینے کے صاف پانی کی فراہمی اور نکاسی آب کے نظام کی بہتری شامل ہے، ان منصوبوں پر کام جلد شروع کر دیا جائے گا۔ — [837, 1178, 968, 1262]
article-paragraph: وزیراعظم نے کہا کہ ملکی معیشت درست سمت میں گامزن ہے، مہنگائی کی شرح میں نمایاں کمی آئی ہے اور زرمبادلہ کے ذخائر میں اضافہ ہوا ہے، انہوں نے کہا کہ عوام کی فلاح و بہبود حکومت کی اولین ترجیح ہے اور اس مقصد کے لیے تمام وسائل بروئے کار لائے جائیں گے۔ — [422, 21, 552, 130]
header-sub: سب نیوز — [604, 1630, 649, 1643]
header-label: بقیہ — [377, 1179, 412, 1196]
article-paragraph: پاکستان ماحولیاتی تبدیلی کے اثرات سے شدید متاثر ہونے والے ممالک میں شامل ہے، حکومت نے اس حوالے سے جامع حکمت عملی تیار کر لی ہے اور متعلقہ اداروں کو ہدایت کی ہے کہ وہ اپنے منصوبوں کو بروقت مکمل کریں تاکہ عوام کو ریلیف فراہم کیا جا سکے اور ترقی کا سفر جاری رہے۔ — [699, 1198, 829, 1307]
continuation-header — [423, 1172, 552, 1191]
header-label: بقیہ — [516, 724, 551, 741]
continuation-header — [838, 1355, 968, 1374]
article-paragraph: چیئرمین نے کہا کہ ادارہ شفافیت اور احتساب کے اصولوں پر سختی سے عمل پیرا ہے، بدعنوانی کے خاتمے کے لیے تمام ضروری اقدامات کیے جا رہے ہیں اور کسی کو بھی قانون سے بالاتر نہیں سمجھا جائے گا۔ — [7, 2104, 137, 2189]
header-sub: سب نیوز — [604, 1830, 649, 1843]
article-paragraph: اجلاس میں بتایا گیا کہ آئندہ مالی سال کے بجٹ میں ترقیاتی منصوبوں کے لیے خطیر رقم مختص کی گئی ہے، صحت اور تعلیم کے شعبوں پر خصوصی توجہ دی جائے گی جبکہ توانائی کے شعبے میں اصلاحات کا عمل بھی تیز کیا جائے گا۔ — [976, 1041, 1106, 1126]
header-sub: سب نیوز — [465, 1363, 511, 1375]
article-paragraph: ماہرین کا کہنا ہے کہ زرعی شعبے کی ترقی کے بغیر معاشی استحکام ممکن نہیں، کسانوں کو جدید ٹیکنالوجی اور سستے قرضوں کی فراہمی وقت کی اہم ضرورت ہے تاکہ فی ایکڑ پیداوار میں اضافہ ہو سکے۔ — [7, 790, 137, 874]
header-label: بقیہ — [654, 1628, 690, 1645]
article-paragraph: ماہرین کا کہنا ہے کہ زرعی شعبے کی ترقی کے بغیر معاشی استحکام ممکن نہیں، کسانوں کو جدید ٹیکنالوجی اور سستے قرضوں کی فراہمی وقت کی اہم ضرورت ہے تاکہ فی ایکڑ پیداوار میں اضافہ ہو سکے۔ — [145, 1036, 276, 1120]
article-paragraph: صوبائی حکومت نے شہریوں کی سہولت کے لیے نئے منصوبوں کا اعلان کیا ہے جن میں سڑکوں کی تعمیر، پینے کے صاف پانی کی فراہمی اور نکاسی آب کے نظام کی بہتری شامل ہے، ان منصوبوں پر کام جلد شروع کر دیا جائے گا۔ — [284, 297, 414, 382]
article-paragraph: وزیراعظم نے کہا کہ ملکی معیشت درست سمت میں گامزن ہے، مہنگائی کی شرح میں نمایاں کمی آئی ہے اور زرمبادلہ کے ذخائر میں اضافہ ہوا ہے، انہوں نے کہا کہ عوام کی فلاح و بہبود حکومت کی اولین ترجیح ہے اور اس مقصد کے لیے تمام وسائل بروئے کار لائے جائیں گے۔ — [145, 1237, 276, 1347]
continuation-header — [7, 425, 137, 444]
continuation-header — [423, 335, 552, 354]
article-paragraph: وزیراعظم نے کہا کہ ملکی معیشت درست سمت میں گامزن ہے، مہنگائی کی شرح میں نمایاں کمی آئی ہے اور زرمبادلہ کے ذخائر میں اضافہ ہوا ہے، انہوں نے کہا کہ عوام کی فلاح و بہبود حکومت کی اولین ترجیح ہے اور اس مقصد کے لیے تمام وسائل بروئے کار لائے جائیں گے۔ — [837, 1491, 968, 1600]
header-number: 21 — [423, 523, 461, 540]
continuation-header — [561, 110, 690, 129]
article-paragraph: وزیراعظم نے کہا کہ ملکی معیشت درست سمت میں گامزن ہے، مہنگائی کی شرح میں نمایاں کمی آئی ہے اور زرمبادلہ کے ذخائر میں اضافہ ہوا ہے، انہوں نے کہا کہ عوام کی فلاح و بہبود حکومت کی اولین ترجیح ہے اور اس مقصد کے لیے تمام وسائل بروئے کار لائے جائیں گے۔ — [561, 1237, 691, 1347]
article-paragraph: پاکستان ماحولیاتی تبدیلی کے اثرات سے شدید متاثر ہونے والے ممالک میں شامل ہے، حکومت نے اس حوالے سے جامع حکمت عملی تیار کر لی ہے اور متعلقہ اداروں کو ہدایت کی ہے کہ وہ اپنے منصوبوں کو بروقت مکمل کریں تاکہ عوام کو ریلیف فراہم کیا جا سکے اور ترقی کا سفر جاری رہے۔ — [145, 1124, 276, 1234]
article-paragraph: چیئرمین نے کہا کہ ادارہ شفافیت اور احتساب کے اصولوں پر سختی سے عمل پیرا ہے، بدعنوانی کے خاتمے کے لیے تمام ضروری اقدامات کیے جا رہے ہیں اور کسی کو بھی قانون سے بالاتر نہیں سمجھا جائے گا۔ — [699, 931, 829, 1017]
article-paragraph: وزیراعظم نے کہا کہ ملکی معیشت درست سمت میں گامزن ہے، مہنگائی کی شرح میں نمایاں کمی آئی ہے اور زرمبادلہ کے ذخائر میں اضافہ ہوا ہے، انہوں نے کہا کہ عوام کی فلاح و بہبود حکومت کی اولین ترجیح ہے اور اس مقصد کے لیے تمام وسائل بروئے کار لائے جائیں گے۔ — [699, 565, 829, 675]
article-paragraph: ماہرین کا کہنا ہے کہ زرعی شعبے کی ترقی کے بغیر معاشی استحکام ممکن نہیں، کسانوں کو جدید ٹیکنالوجی اور سستے قرضوں کی فراہمی وقت کی اہم ضرورت ہے تاکہ فی ایکڑ پیداوار میں اضافہ ہو سکے۔ — [976, 726, 1106, 811]
article-paragraph: قومی اسمبلی کے اجلاس میں بجٹ پر بحث جاری رہی، اپوزیشن اراکین نے مختلف تجاویز پیش کیں جبکہ حکومتی اراکین نے بجٹ کو متوازن قرار دیا، اسپیکر نے اجلاس کی کارروائی کل تک ملتوی کر دی۔ — [145, 1551, 276, 1623]
article-paragraph: چیئرمین نے کہا کہ ادارہ شفافیت اور احتساب کے اصولوں پر سختی سے عمل پیرا ہے، بدعنوانی کے خاتمے کے لیے تمام ضروری اقدامات کیے جا رہے ہیں اور کسی کو بھی قانون سے بالاتر نہیں سمجھا جائے گا۔ — [976, 526, 1106, 611]
header-sub: سب نیوز — [189, 1354, 235, 1367]
article-paragraph: وزیراعظم نے کہا کہ ملکی معیشت درست سمت میں گامزن ہے، مہنگائی کی شرح میں نمایاں کمی آئی ہے اور زرمبادلہ کے ذخائر میں اضافہ ہوا ہے، انہوں نے کہا کہ عوام کی فلاح و بہبود حکومت کی اولین ترجیح ہے اور اس مقصد کے لیے تمام وسائل بروئے کار لائے جائیں گے۔ — [284, 611, 414, 720]
article-paragraph: ترجمان دفتر خارجہ نے کہا کہ پاکستان خطے میں امن و استحکام کا خواہاں ہے اور تمام تنازعات کو بات چیت کے ذریعے حل کرنے پر یقین رکھتا ہے، انہوں نے کہا کہ عالمی برادری کو خطے کی صورتحال کا نوٹس لینا چاہیے۔ — [837, 901, 968, 986]
continuation-header — [976, 2241, 1106, 2260]
article-paragraph: ترجمان دفتر خارجہ نے کہا کہ پاکستان خطے میں امن و استحکام کا خواہاں ہے اور تمام تنازعات کو بات چیت کے ذریعے حل کرنے پر یقین رکھتا ہے، انہوں نے کہا کہ عالمی برادری کو خطے کی صورتحال کا نوٹس لینا چاہیے۔ — [6, 448, 137, 532]
article-paragraph: صوبائی حکومت نے شہریوں کی سہولت کے لیے نئے منصوبوں کا اعلان کیا ہے جن میں سڑکوں کی تعمیر، پینے کے صاف پانی کی فراہمی اور نکاسی آب کے نظام کی بہتری شامل ہے، ان منصوبوں پر کام جلد شروع کر دیا جائے گا۔ — [284, 1089, 414, 1174]
article-paragraph: ماہرین کا کہنا ہے کہ زرعی شعبے کی ترقی کے بغیر معاشی استحکام ممکن نہیں، کسانوں کو جدید ٹیکنالوجی اور سستے قرضوں کی فراہمی وقت کی اہم ضرورت ہے تاکہ فی ایکڑ پیداوار میں اضافہ ہو سکے۔ — [284, 1201, 414, 1285]
continuation-header — [145, 423, 275, 442]
header-label: بقیہ — [239, 737, 274, 754]
continuation-header — [838, 363, 968, 382]
article-paragraph: ترجمان دفتر خارجہ نے کہا کہ پاکستان خطے میں امن و استحکام کا خواہاں ہے اور تمام تنازعات کو بات چیت کے ذریعے حل کرنے پر یقین رکھتا ہے، انہوں نے کہا کہ عالمی برادری کو خطے کی صورتحال کا نوٹس لینا چاہیے۔ — [976, 1898, 1106, 1984]
header-number: 12 — [562, 111, 600, 128]
article-paragraph: صوبائی حکومت نے شہریوں کی سہولت کے لیے نئے منصوبوں کا اعلان کیا ہے جن میں سڑکوں کی تعمیر، پینے کے صاف پانی کی فراہمی اور نکاسی آب کے نظام کی بہتری شامل ہے، ان منصوبوں پر کام جلد شروع کر دیا جائے گا۔ — [976, 637, 1106, 723]
header-label: بقیہ — [1070, 24, 1105, 42]
article-paragraph: اجلاس میں بتایا گیا کہ آئندہ مالی سال کے بجٹ میں ترقیاتی منصوبوں کے لیے خطیر رقم مختص کی گئی ہے، صحت اور تعلیم کے شعبوں پر خصوصی توجہ دی جائے گی جبکہ توانائی کے شعبے میں اصلاحات کا عمل بھی تیز کیا جائے گا۔ — [837, 813, 968, 897]
header-sub: سب نیوز — [881, 680, 927, 693]
article-paragraph: قومی اسمبلی کے اجلاس میں بجٹ پر بحث جاری رہی، اپوزیشن اراکین نے مختلف تجاویز پیش کیں جبکہ حکومتی اراکین نے بجٹ کو متوازن قرار دیا، اسپیکر نے اجلاس کی کارروائی کل تک ملتوی کر دی۔ — [145, 759, 276, 832]
article-paragraph: ترجمان دفتر خارجہ نے کہا کہ پاکستان خطے میں امن و استحکام کا خواہاں ہے اور تمام تنازعات کو بات چیت کے ذریعے حل کرنے پر یقین رکھتا ہے، انہوں نے کہا کہ عالمی برادری کو خطے کی صورتحال کا نوٹس لینا چاہیے۔ — [976, 361, 1106, 446]
continuation-header — [284, 386, 414, 405]
header-label: بقیہ — [1070, 1385, 1105, 1402]
article-paragraph: پاکستان ماحولیاتی تبدیلی کے اثرات سے شدید متاثر ہونے والے ممالک میں شامل ہے، حکومت نے اس حوالے سے جامع حکمت عملی تیار کر لی ہے اور متعلقہ اداروں کو ہدایت کی ہے کہ وہ اپنے منصوبوں کو بروقت مکمل کریں تاکہ عوام کو ریلیف فراہم کیا جا سکے اور ترقی کا سفر جاری رہے۔ — [976, 2352, 1106, 2461]
column-3 — [694, 21, 833, 2460]
header-label: بقیہ — [654, 1352, 690, 1369]
article-paragraph: قومی اسمبلی کے اجلاس میں بجٹ پر بحث جاری رہی، اپوزیشن اراکین نے مختلف تجاویز پیش کیں جبکہ حکومتی اراکین نے بجٹ کو متوازن قرار دیا، اسپیکر نے اجلاس کی کارروائی کل تک ملتوی کر دی۔ — [699, 2387, 829, 2460]
header-number: 08 — [839, 1356, 877, 1373]
article-paragraph: ترجمان دفتر خارجہ نے کہا کہ پاکستان خطے میں امن و استحکام کا خواہاں ہے اور تمام تنازعات کو بات چیت کے ذریعے حل کرنے پر یقین رکھتا ہے، انہوں نے کہا کہ عالمی برادری کو خطے کی صورتحال کا نوٹس لینا چاہیے۔ — [6, 1939, 137, 2024]
header-sub: سب نیوز — [743, 2279, 788, 2292]
article-paragraph: چیئرمین نے کہا کہ ادارہ شفافیت اور احتساب کے اصولوں پر سختی سے عمل پیرا ہے، بدعنوانی کے خاتمے کے لیے تمام ضروری اقدامات کیے جا رہے ہیں اور کسی کو بھی قانون سے بالاتر نہیں سمجھا جائے گا۔ — [837, 1089, 968, 1174]
continuation-header — [976, 1384, 1106, 1403]
article-paragraph: قومی اسمبلی کے اجلاس میں بجٹ پر بحث جاری رہی، اپوزیشن اراکین نے مختلف تجاویز پیش کیں جبکہ حکومتی اراکین نے بجٹ کو متوازن قرار دیا، اسپیکر نے اجلاس کی کارروائی کل تک ملتوی کر دی۔ — [976, 1219, 1106, 1291]
header-sub: سب نیوز — [327, 113, 373, 126]
article-paragraph: صوبائی حکومت نے شہریوں کی سہولت کے لیے نئے منصوبوں کا اعلان کیا ہے جن میں سڑکوں کی تعمیر، پینے کے صاف پانی کی فراہمی اور نکاسی آب کے نظام کی بہتری شامل ہے، ان منصوبوں پر کام جلد شروع کر دیا جائے گا۔ — [699, 1766, 829, 1851]
article-paragraph: چیئرمین نے کہا کہ ادارہ شفافیت اور احتساب کے اصولوں پر سختی سے عمل پیرا ہے، بدعنوانی کے خاتمے کے لیے تمام ضروری اقدامات کیے جا رہے ہیں اور کسی کو بھی قانون سے بالاتر نہیں سمجھا جائے گا۔ — [422, 1271, 552, 1356]
article-paragraph: صوبائی حکومت نے شہریوں کی سہولت کے لیے نئے منصوبوں کا اعلان کیا ہے جن میں سڑکوں کی تعمیر، پینے کے صاف پانی کی فراہمی اور نکاسی آب کے نظام کی بہتری شامل ہے، ان منصوبوں پر کام جلد شروع کر دیا جائے گا۔ — [561, 1739, 691, 1823]
article-paragraph: وزیراعظم نے کہا کہ ملکی معیشت درست سمت میں گامزن ہے، مہنگائی کی شرح میں نمایاں کمی آئی ہے اور زرمبادلہ کے ذخائر میں اضافہ ہوا ہے، انہوں نے کہا کہ عوام کی فلاح و بہبود حکومت کی اولین ترجیح ہے اور اس مقصد کے لیے تمام وسائل بروئے کار لائے جائیں گے۔ — [976, 1697, 1106, 1807]
article-paragraph: ترجمان دفتر خارجہ نے کہا کہ پاکستان خطے میں امن و استحکام کا خواہاں ہے اور تمام تنازعات کو بات چیت کے ذریعے حل کرنے پر یقین رکھتا ہے، انہوں نے کہا کہ عالمی برادری کو خطے کی صورتحال کا نوٹس لینا چاہیے۔ — [284, 21, 414, 106]
article-paragraph: ماہرین کا کہنا ہے کہ زرعی شعبے کی ترقی کے بغیر معاشی استحکام ممکن نہیں، کسانوں کو جدید ٹیکنالوجی اور سستے قرضوں کی فراہمی وقت کی اہم ضرورت ہے تاکہ فی ایکڑ پیداوار میں اضافہ ہو سکے۔ — [976, 2263, 1106, 2348]
header-label: بقیہ — [516, 1561, 551, 1578]
header-label: بقیہ — [516, 523, 551, 540]
header-label: بقیہ — [516, 1173, 551, 1190]
